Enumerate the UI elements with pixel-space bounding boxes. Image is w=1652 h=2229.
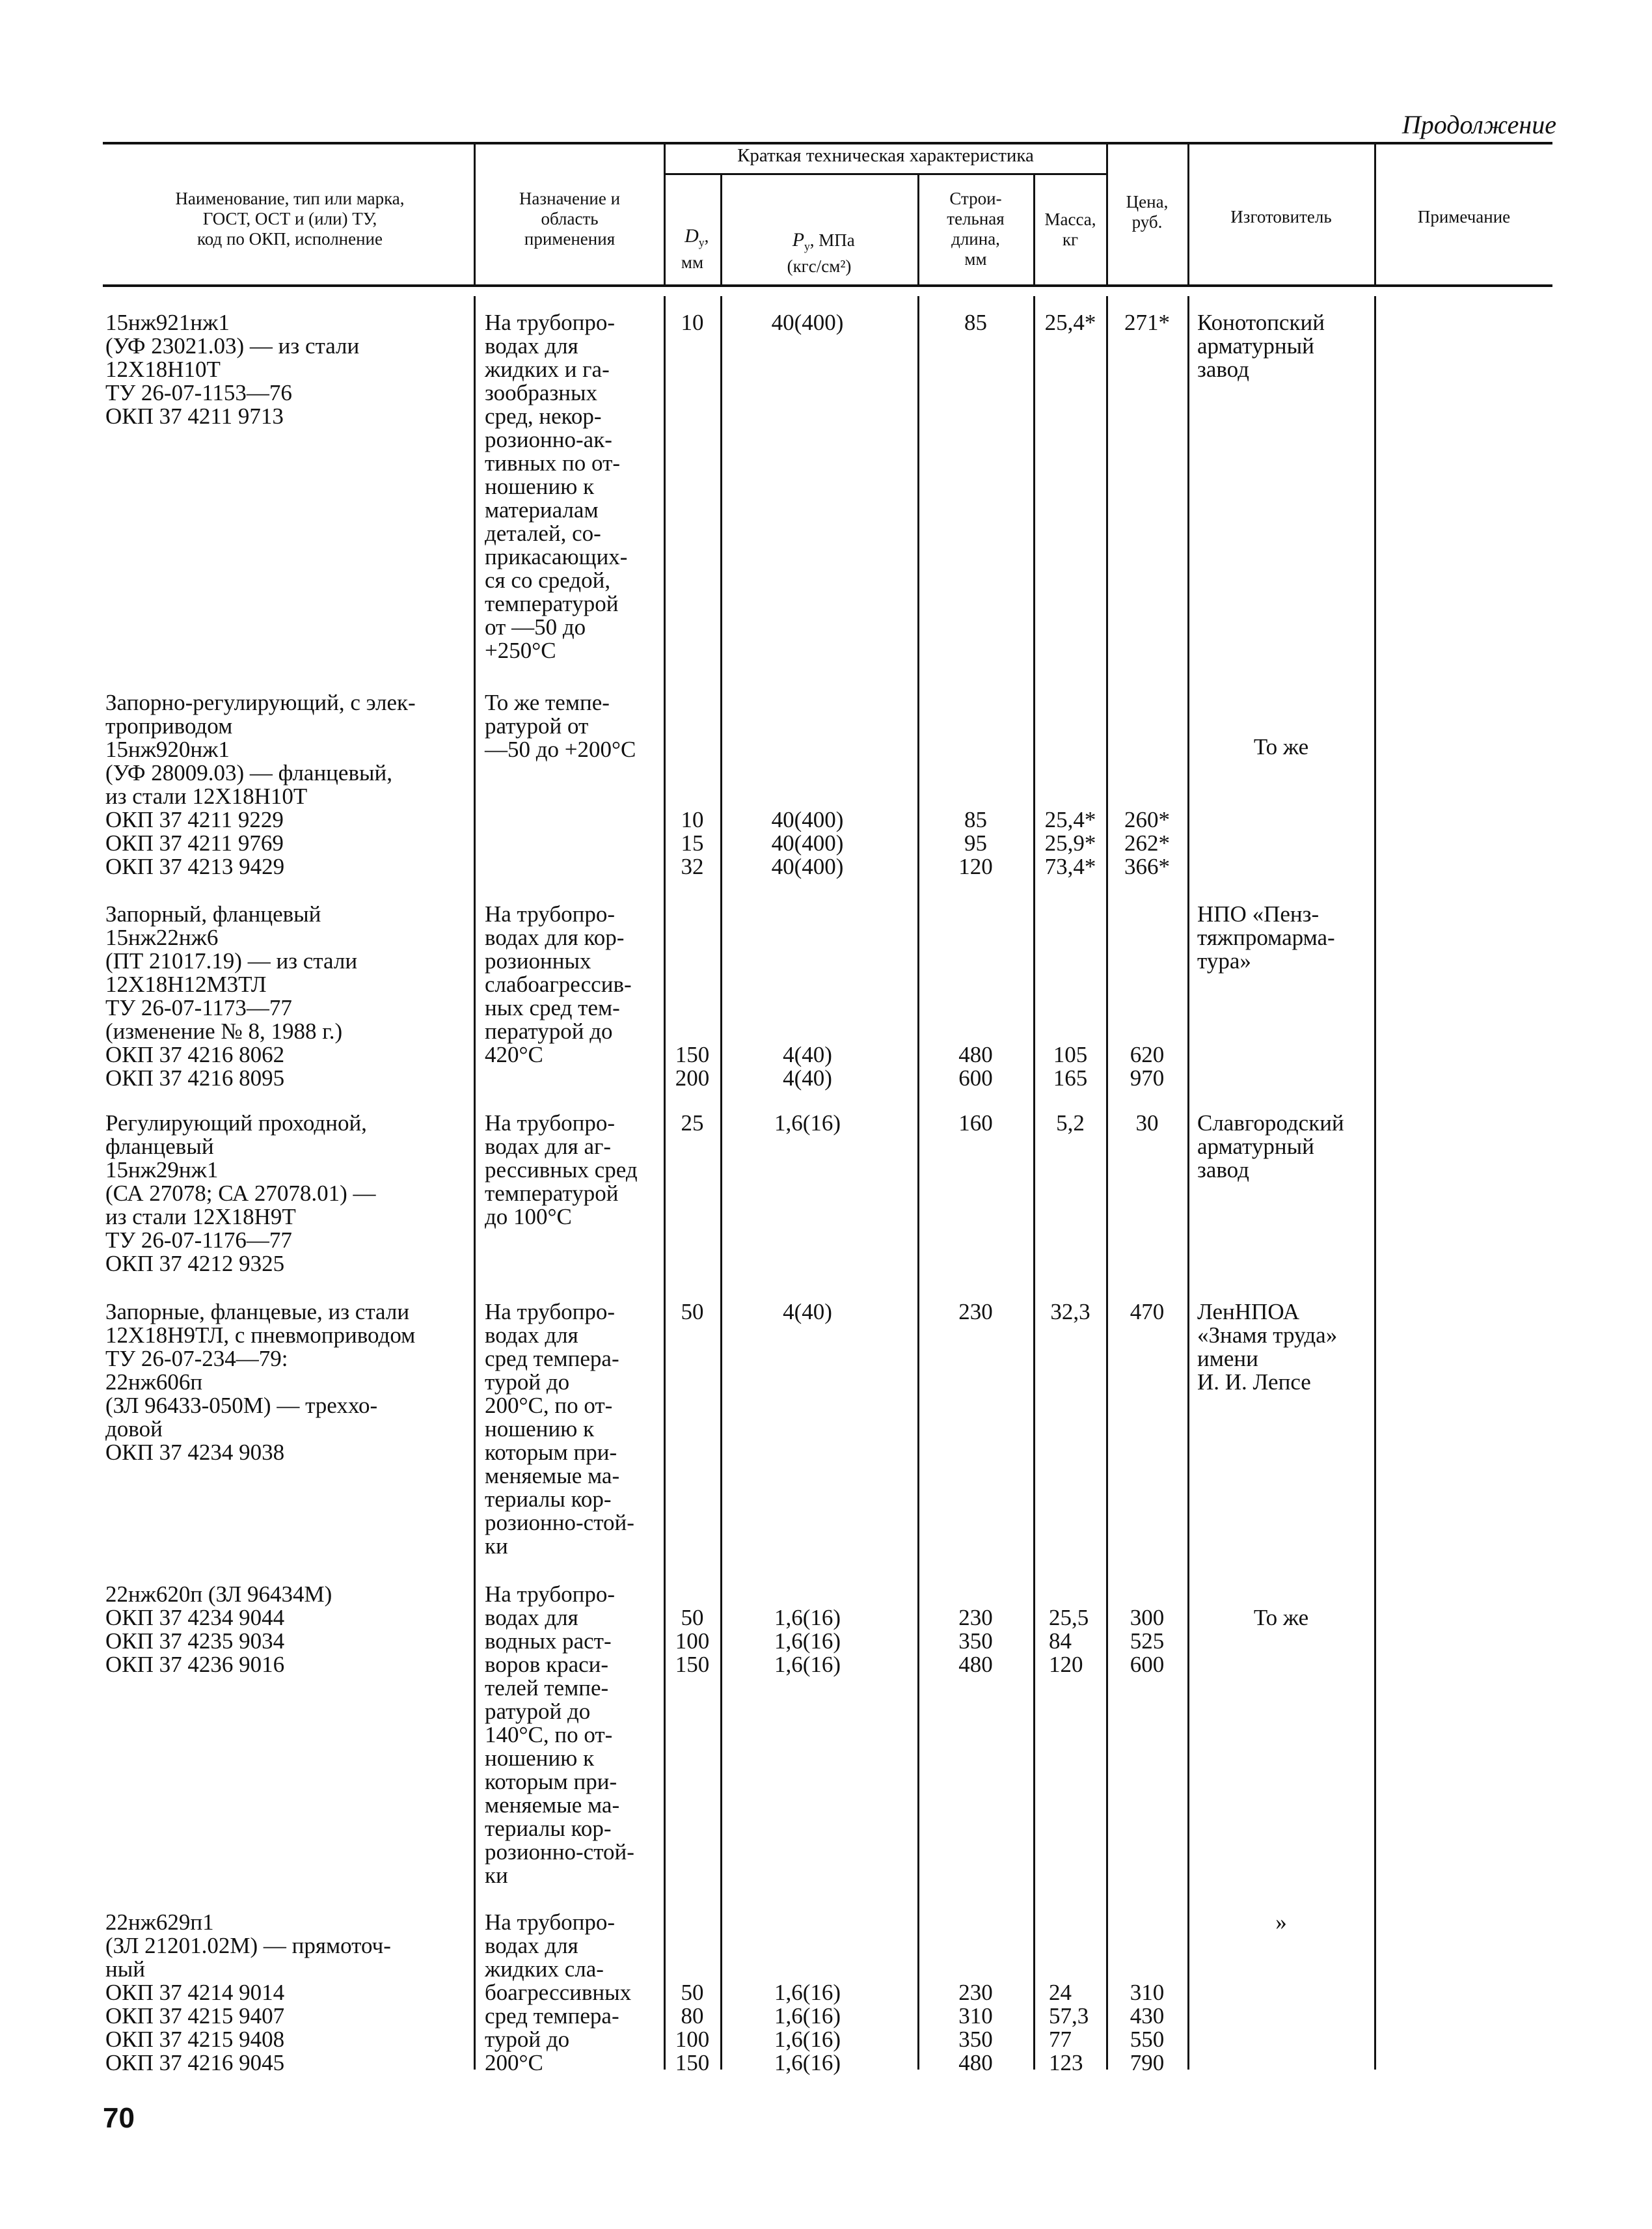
column-divider <box>1187 296 1189 2070</box>
row6-purpose: На трубопро- водах для водных раст- воров краси- телей темпе- ратурой до 140°С, по от- ношению к которым при- меняемые ма- териалы кор- розионно-стой- ки <box>485 1581 634 1888</box>
header-mass: Масса, кг <box>1044 210 1096 249</box>
row1-price: 271* <box>1124 310 1170 335</box>
row6-mass: 25,5 84 120 <box>1049 1605 1089 1677</box>
row2-dy: 10 15 32 <box>681 807 704 879</box>
table-top-rule <box>103 142 1552 144</box>
row5-length: 230 <box>958 1299 993 1324</box>
row4-dy: 25 <box>681 1110 704 1136</box>
row3-dy: 150 200 <box>675 1042 710 1091</box>
row4-mass: 5,2 <box>1056 1110 1085 1136</box>
row7-mass: 24 57,3 77 123 <box>1049 1980 1089 2075</box>
page-number: 70 <box>103 2102 135 2134</box>
row3-py: 4(40) 4(40) <box>783 1042 832 1091</box>
header-tech-group: Краткая техническая характеристика <box>737 145 1034 166</box>
column-divider <box>917 296 919 2070</box>
row7-price: 310 430 550 790 <box>1130 1980 1165 2075</box>
row2-name: Запорно-регулирующий, с элек- троприводом 15нж920нж1 (УФ 28009.03) — фланцевый, из стали 12Х18Н10Т ОКП 37 4211 9229 ОКП 37 4211 9769 ОКП 37 4213 9429 <box>105 690 416 879</box>
column-divider <box>474 296 476 2070</box>
row5-maker: ЛенНПОА «Знамя труда» имени И. И. Лепсе <box>1197 1299 1338 1395</box>
row3-purpose: На трубопро- водах для кор- розионных слабоагрессив- ных сред тем- пературой до 420°С <box>485 901 632 1067</box>
column-divider <box>664 296 666 2070</box>
row2-mass: 25,4* 25,9* 73,4* <box>1044 807 1096 879</box>
header-dy-unit: , мм <box>681 226 709 273</box>
column-divider <box>1033 296 1035 2070</box>
header-maker: Изготовитель <box>1230 207 1332 226</box>
row7-length: 230 310 350 480 <box>958 1980 993 2075</box>
row1-py: 40(400) <box>771 310 844 335</box>
header-note: Примечание <box>1417 207 1511 226</box>
header-py <box>722 210 916 277</box>
header-bottom-rule <box>103 284 1552 287</box>
row6-py: 1,6(16) 1,6(16) 1,6(16) <box>774 1605 841 1677</box>
row7-dy: 50 80 100 150 <box>675 1980 710 2075</box>
header-divider <box>474 142 476 286</box>
row2-maker: То же <box>1253 734 1309 759</box>
row5-price: 470 <box>1130 1299 1165 1324</box>
row5-dy: 50 <box>681 1299 704 1324</box>
row7-purpose: На трубопро- водах для жидких сла- боагрессивных сред темпера- турой до 200°С <box>485 1909 632 2075</box>
row6-price: 300 525 600 <box>1130 1605 1165 1677</box>
row4-name: Регулирующий проходной, фланцевый 15нж29нж1 (СА 27078; СА 27078.01) — из стали 12Х18Н9Т ТУ 26-07-1176—77 ОКП 37 4212 9325 <box>105 1110 376 1276</box>
header-dy-symbol: D <box>684 225 699 247</box>
row5-py: 4(40) <box>783 1299 832 1324</box>
header-length: Строи- тельная длина, мм <box>947 189 1005 269</box>
row5-name: Запорные, фланцевые, из стали 12Х18Н9ТЛ, с пневмоприводом ТУ 26-07-234—79: 22нж606п (ЗЛ 96433-050М) — треххо- довой ОКП 37 4234 9038 <box>105 1299 416 1465</box>
row2-price: 260* 262* 366* <box>1124 807 1170 879</box>
row4-py: 1,6(16) <box>774 1110 841 1136</box>
header-name: Наименование, тип или марка, ГОСТ, ОСТ и (или) ТУ, код по ОКП, исполнение <box>175 189 405 249</box>
continuation-label: Продолжение <box>1401 110 1556 139</box>
row5-mass: 32,3 <box>1050 1299 1090 1324</box>
row1-mass: 25,4* <box>1044 310 1096 335</box>
header-purpose: Назначение и область применения <box>519 189 621 249</box>
row2-py: 40(400) 40(400) 40(400) <box>771 807 844 879</box>
row7-maker: » <box>1275 1909 1287 1935</box>
row3-price: 620 970 <box>1130 1042 1165 1091</box>
row3-length: 480 600 <box>958 1042 993 1091</box>
row6-name: 22нж620п (ЗЛ 96434М) ОКП 37 4234 9044 ОКП 37 4235 9034 ОКП 37 4236 9016 <box>105 1581 332 1677</box>
row6-dy: 50 100 150 <box>675 1605 710 1677</box>
row4-price: 30 <box>1135 1110 1159 1136</box>
tech-group-rule <box>664 173 1106 175</box>
row1-length: 85 <box>964 310 987 335</box>
row3-mass: 105 165 <box>1053 1042 1088 1091</box>
header-dy-subscript: у <box>698 236 705 249</box>
header-price: Цена, руб. <box>1126 192 1169 232</box>
header-dy <box>665 206 720 273</box>
row3-maker: НПО «Пенз- тяжпромарма- тура» <box>1197 901 1335 974</box>
column-divider <box>1106 296 1108 2070</box>
row1-maker: Конотопский арматурный завод <box>1197 310 1325 382</box>
row4-length: 160 <box>958 1110 993 1136</box>
header-py-symbol: P <box>792 229 805 251</box>
row1-name: 15нж921нж1 (УФ 23021.03) — из стали 12Х18Н10Т ТУ 26-07-1153—76 ОКП 37 4211 9713 <box>105 310 360 429</box>
row7-name: 22нж629п1 (ЗЛ 21201.02М) — прямоточ- ный ОКП 37 4214 9014 ОКП 37 4215 9407 ОКП 37 4215 9408 ОКП 37 4216 9045 <box>105 1909 391 2075</box>
column-divider <box>1374 296 1376 2070</box>
row3-name: Запорный, фланцевый 15нж22нж6 (ПТ 21017.19) — из стали 12Х18Н12М3ТЛ ТУ 26-07-1173—77 (изменение № 8, 1988 г.) ОКП 37 4216 8062 ОКП 37 4216 8095 <box>105 901 358 1091</box>
row2-purpose: То же темпе- ратурой от —50 до +200°С <box>485 690 636 762</box>
header-py-subscript: у <box>804 239 810 253</box>
row7-py: 1,6(16) 1,6(16) 1,6(16) 1,6(16) <box>774 1980 841 2075</box>
header-py-unit: , МПа (кгс/см²) <box>787 230 855 277</box>
column-divider <box>720 296 722 2070</box>
row6-length: 230 350 480 <box>958 1605 993 1677</box>
row2-length: 85 95 120 <box>958 807 993 879</box>
row1-dy: 10 <box>681 310 704 335</box>
row1-purpose: На трубопро- водах для жидких и га- зообразных сред, некор- розионно-ак- тивных по от- ношению к материалам деталей, со- прикасающих- ся со средой, температурой от —50 до +250°С <box>485 310 628 663</box>
row4-maker: Славгородский арматурный завод <box>1197 1110 1344 1183</box>
row5-purpose: На трубопро- водах для сред темпера- турой до 200°С, по от- ношению к которым при- меняемые ма- териалы кор- розионно-стой- ки <box>485 1299 634 1559</box>
row6-maker: То же <box>1253 1605 1309 1630</box>
row4-purpose: На трубопро- водах для аг- рессивных сред температурой до 100°С <box>485 1110 638 1229</box>
